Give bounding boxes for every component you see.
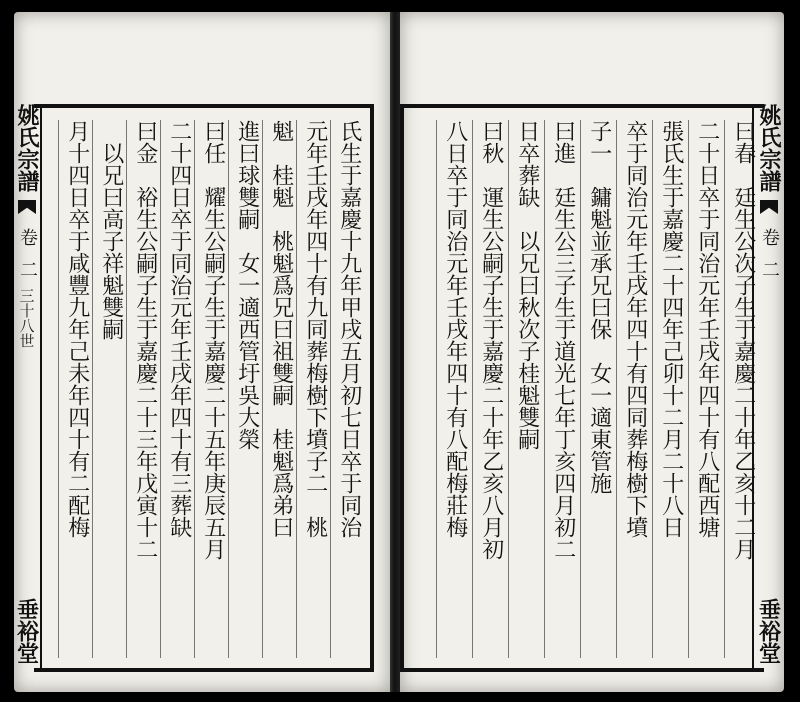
left-page xyxy=(14,12,390,692)
left-column-6: 二十四日卒于同治元年壬戌年四十有三葬缺 xyxy=(160,120,197,658)
fishtail-mark-icon xyxy=(760,200,778,214)
right-column-1: 曰春 廷生公次子生于嘉慶二十年乙亥十二月 xyxy=(724,120,761,658)
left-column-2: 元年壬戌年四十有九同葬梅樹下墳子二 桃 xyxy=(296,120,333,658)
spine-volume: 卷 xyxy=(759,228,780,246)
right-column-4: 卒于同治元年壬戌年四十有四同葬梅樹下墳 xyxy=(616,120,653,658)
right-column-9: 八日卒于同治元年壬戌年四十有八配梅莊梅 xyxy=(436,120,473,658)
right-page-spine xyxy=(752,104,784,672)
spine-title: 姚氏宗譜 xyxy=(756,104,782,192)
right-page-frame xyxy=(400,104,764,672)
left-column-9: 月十四日卒于咸豐九年己未年四十有二配梅 xyxy=(58,120,95,658)
right-column-5: 子一 鏞魁並承兄曰保 女一適東管施 xyxy=(580,120,617,658)
spine-hall-name: 垂裕堂 xyxy=(755,598,782,664)
spine-volume: 卷 xyxy=(17,228,38,246)
right-column-7: 日卒葬缺 以兄曰秋次子桂魁雙嗣 xyxy=(508,120,545,658)
left-column-7: 曰金 裕生公嗣子生于嘉慶二十三年戊寅十二 xyxy=(126,120,163,658)
spine-hall-name: 垂裕堂 xyxy=(14,598,40,664)
spine-volume-number: 二 xyxy=(17,260,38,278)
left-column-4: 進曰球雙嗣 女一適西管圩吳大榮 xyxy=(228,120,265,658)
book-gutter xyxy=(390,12,400,692)
right-column-2: 二十日卒于同治元年壬戌年四十有八配西塘 xyxy=(688,120,725,658)
left-column-3: 魁 桂魁 桃魁爲兄曰祖雙嗣 桂魁爲弟曰 xyxy=(262,120,299,658)
spine-generation: 三十八世 xyxy=(17,288,36,348)
left-page-frame xyxy=(34,104,374,672)
left-column-1: 氏生于嘉慶十九年甲戌五月初七日卒于同治 xyxy=(330,120,367,658)
right-page xyxy=(400,12,784,692)
spine-title: 姚氏宗譜 xyxy=(14,104,40,192)
right-column-8: 曰秋 運生公嗣子生于嘉慶二十年乙亥八月初 xyxy=(472,120,509,658)
right-column-6: 曰進 廷生公三子生于道光七年丁亥四月初二 xyxy=(544,120,581,658)
right-column-3: 張氏生于嘉慶二十四年己卯十二月二十八日 xyxy=(652,120,689,658)
left-column-8: 以兄曰高子祥魁雙嗣 xyxy=(92,120,129,658)
spine-volume-number: 二 xyxy=(759,260,780,278)
left-column-5: 曰任 耀生公嗣子生于嘉慶二十五年庚辰五月 xyxy=(194,120,231,658)
